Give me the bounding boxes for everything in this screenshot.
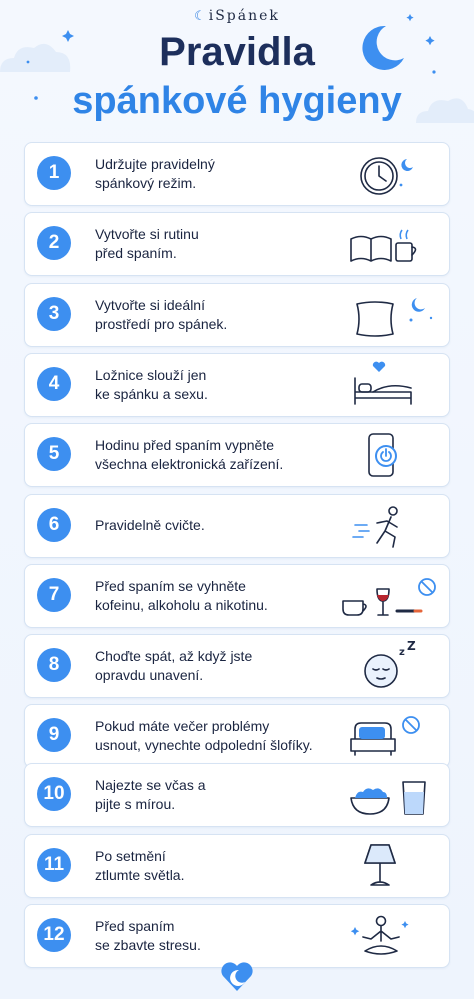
rule-text-line-1: Najezte se včas a (95, 777, 206, 793)
rule-text-line-1: Ložnice slouží jen (95, 367, 207, 383)
rule-text-line-1: Pravidelně cvičte. (95, 517, 205, 533)
rule-text-line-2: před spaním. (95, 245, 177, 261)
rule-text (95, 776, 335, 814)
rule-text-line-1: Po setmění (95, 848, 166, 864)
rule-number-badge: 3 (37, 297, 71, 331)
rule-text (95, 155, 335, 193)
rule-card (24, 353, 450, 417)
rule-text-line-2: kofeinu, alkoholu a nikotinu. (95, 597, 268, 613)
rule-number-badge: 6 (37, 508, 71, 542)
rule-text (95, 296, 335, 334)
clock-moon-icon (341, 149, 437, 199)
rule-text-line-2: ztlumte světla. (95, 867, 185, 883)
rule-text-line-2: ke spánku a sexu. (95, 386, 208, 402)
bed-heart-icon (341, 360, 437, 410)
coffee-wine-cigarette-icon (341, 571, 437, 621)
rule-text (95, 577, 335, 615)
rule-text-line-2: pijte s mírou. (95, 796, 176, 812)
rule-text-line-1: Vytvořte si ideální (95, 297, 205, 313)
rule-text (95, 436, 335, 474)
rule-card (24, 494, 450, 558)
armchair-no-icon (341, 711, 437, 761)
stars-decoration-icon (0, 0, 474, 140)
rule-card (24, 763, 450, 827)
rule-text-line-2: opravdu unavení. (95, 667, 204, 683)
rule-text (95, 647, 335, 685)
rule-number-badge: 2 (37, 226, 71, 260)
rule-text-line-2: všechna elektronická zařízení. (95, 456, 284, 472)
rule-text (95, 847, 335, 885)
title-line-2: spánkové hygieny (72, 80, 402, 122)
svg-text:Z: Z (407, 641, 416, 653)
sleepy-face-icon (341, 641, 437, 691)
svg-text:z: z (399, 647, 405, 658)
rule-text-line-1: Choďte spát, až když jste (95, 648, 253, 664)
brand-name: iSpánek (208, 8, 280, 24)
title-line-1: Pravidla (159, 30, 315, 74)
meditation-icon (341, 911, 437, 961)
bowl-glass-icon (341, 770, 437, 820)
rule-text (95, 516, 335, 535)
rule-number-badge: 5 (37, 437, 71, 471)
rule-number-badge: 1 (37, 156, 71, 190)
rule-text (95, 366, 335, 404)
rule-number-badge: 12 (37, 918, 71, 952)
rule-text-line-1: Před spaním (95, 918, 175, 934)
rule-number-badge: 9 (37, 718, 71, 752)
rule-text (95, 917, 335, 955)
rule-card (24, 704, 450, 768)
heart-moon-logo-icon (219, 958, 255, 994)
runner-icon (341, 501, 437, 551)
rule-card (24, 423, 450, 487)
rule-number-badge: 8 (37, 648, 71, 682)
rule-card (24, 142, 450, 206)
rule-text-line-2: spánkový režim. (95, 175, 197, 191)
rule-text-line-2: prostředí pro spánek. (95, 316, 228, 332)
rule-number-badge: 10 (37, 777, 71, 811)
rule-card (24, 283, 450, 347)
rule-text-line-1: Před spaním se vyhněte (95, 578, 246, 594)
rule-card (24, 212, 450, 276)
rule-text-line-2: usnout, vynechte odpolední šlofíky. (95, 737, 313, 753)
rule-number-badge: 11 (37, 848, 71, 882)
rule-text-line-1: Pokud máte večer problémy (95, 718, 270, 734)
pillow-moon-icon (341, 290, 437, 340)
rule-text-line-2: se zbavte stresu. (95, 937, 201, 953)
rule-card (24, 834, 450, 898)
lamp-icon (341, 841, 437, 891)
rule-text-line-1: Vytvořte si rutinu (95, 226, 199, 242)
rule-card (24, 564, 450, 628)
rule-number-badge: 7 (37, 578, 71, 612)
rule-text (95, 225, 335, 263)
phone-power-icon (341, 430, 437, 480)
rule-text-line-1: Hodinu před spaním vypněte (95, 437, 274, 453)
book-cup-icon (341, 219, 437, 269)
rule-text (95, 717, 335, 755)
rule-card (24, 634, 450, 698)
rule-text-line-1: Udržujte pravidelný (95, 156, 215, 172)
moon-glyph-icon: ☾ (194, 9, 208, 24)
rule-number-badge: 4 (37, 367, 71, 401)
